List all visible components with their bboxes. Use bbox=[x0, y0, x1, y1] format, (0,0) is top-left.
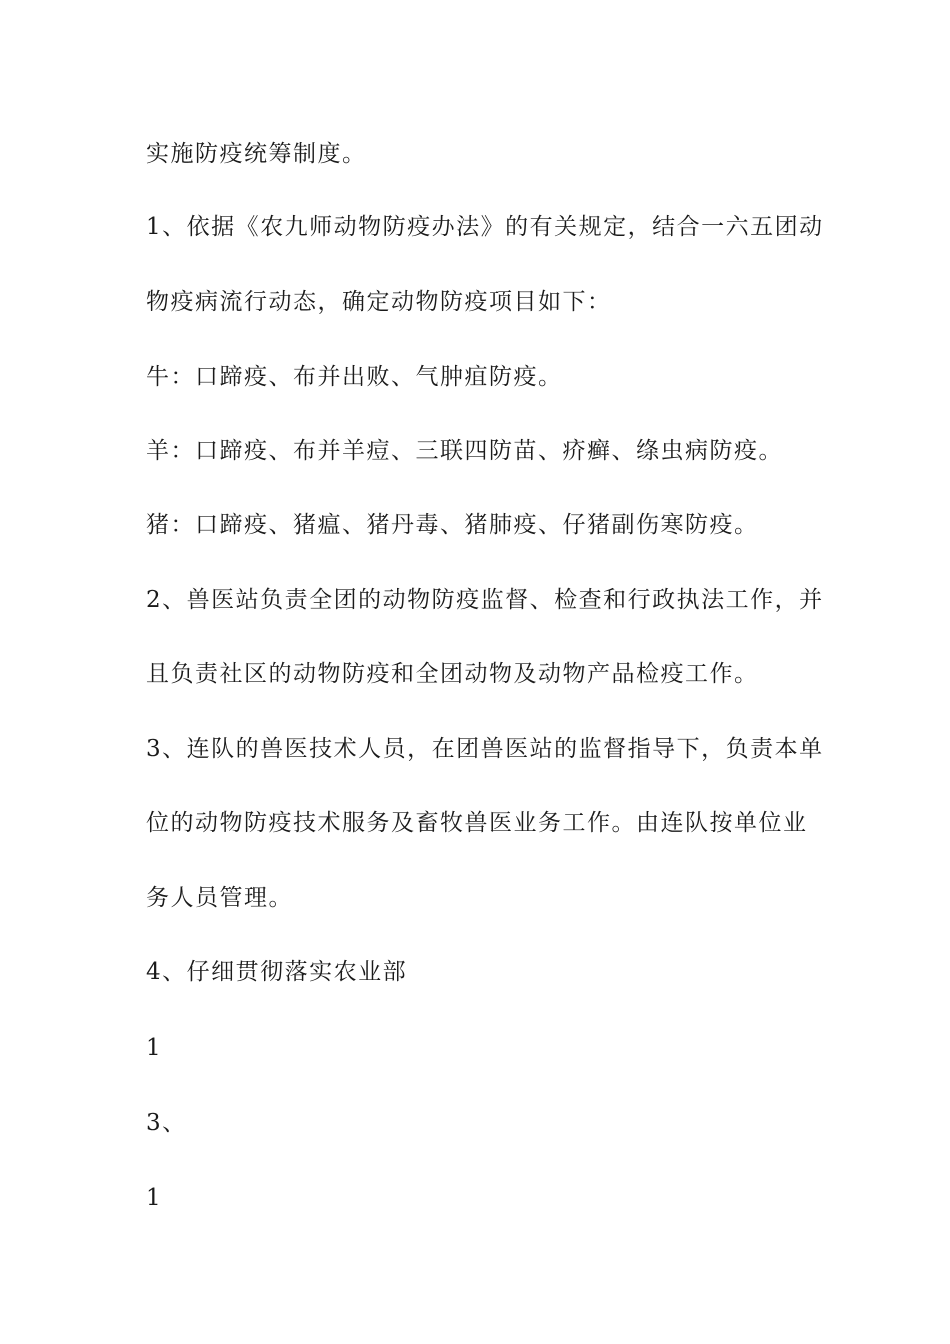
text-line: 且负责社区的动物防疫和全团动物及动物产品检疫工作。 bbox=[146, 661, 759, 687]
text-line: 1 bbox=[146, 1035, 163, 1061]
text-line: 1、依据《农九师动物防疫办法》的有关规定，结合一六五团动 bbox=[146, 214, 824, 240]
text-line: 牛：口蹄疫、布并出败、气肿疽防疫。 bbox=[146, 364, 563, 390]
text-line: 3、 bbox=[146, 1110, 187, 1136]
text-line: 2、兽医站负责全团的动物防疫监督、检查和行政执法工作，并 bbox=[146, 587, 824, 613]
text-line: 羊：口蹄疫、布并羊痘、三联四防苗、疥癣、绦虫病防疫。 bbox=[146, 438, 783, 464]
text-line: 1 bbox=[146, 1185, 163, 1211]
text-line: 猪：口蹄疫、猪瘟、猪丹毒、猪肺疫、仔猪副伤寒防疫。 bbox=[146, 512, 759, 538]
text-line: 3、连队的兽医技术人员，在团兽医站的监督指导下，负责本单 bbox=[146, 736, 824, 762]
text-line: 物疫病流行动态，确定动物防疫项目如下： bbox=[146, 289, 612, 315]
text-line: 4、仔细贯彻落实农业部 bbox=[146, 959, 408, 985]
text-line: 务人员管理。 bbox=[146, 885, 293, 911]
text-line: 实施防疫统筹制度。 bbox=[146, 141, 367, 167]
text-line: 位的动物防疫技术服务及畜牧兽医业务工作。由连队按单位业 bbox=[146, 810, 808, 836]
